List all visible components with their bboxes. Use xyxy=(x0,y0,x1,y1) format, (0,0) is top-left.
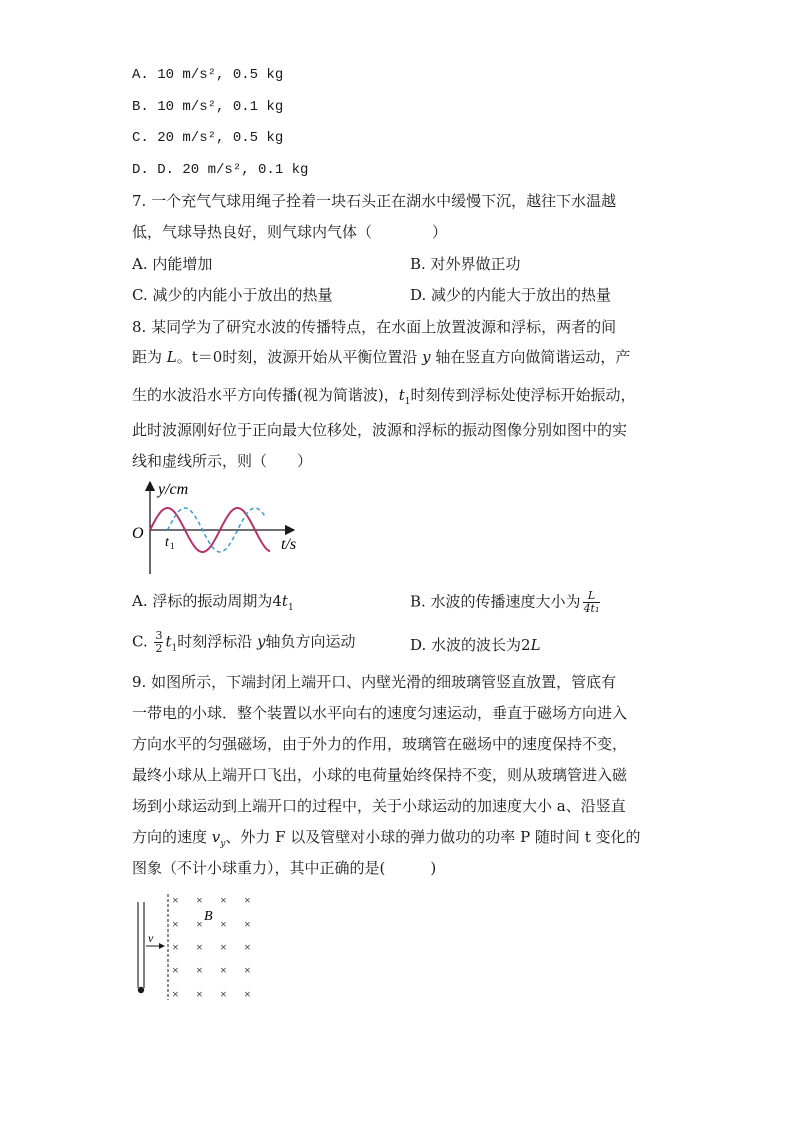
q8-t1-label: t xyxy=(165,535,169,550)
q8-y-label: y/cm xyxy=(158,481,189,498)
q9-velocity-label: v xyxy=(148,931,154,945)
q8-stem-line3: 生的水波沿水平方向传播(视为简谐波)，$t_1$时刻传到浮标处使浮标开始振动， xyxy=(132,386,636,407)
q9-stem-line7: 图象（不计小球重力），其中正确的是( ) xyxy=(132,859,437,877)
q9-field-cross: × xyxy=(172,917,179,931)
q9-field-cross: × xyxy=(196,940,203,954)
q6-option-a: A. 10 m/s², 0.5 kg xyxy=(132,67,284,83)
q7-option-d: D. 减少的内能大于放出的热量 xyxy=(410,286,612,304)
q9-field-cross: × xyxy=(172,963,179,977)
q9-field-cross: × xyxy=(220,987,227,1000)
q9-field-cross: × xyxy=(196,987,203,1000)
q8-t1-sub: 1 xyxy=(170,541,175,551)
q9-field-cross: × xyxy=(220,940,227,954)
q8-stem-line2: 距为 L。t＝0时刻，波源开始从平衡位置沿 y 轴在竖直方向做简谐运动，产 xyxy=(132,348,631,366)
q9-stem-line2: 一带电的小球．整个装置以水平向右的速度匀速运动，垂直于磁场方向进入 xyxy=(132,704,628,722)
q9-field-cross: × xyxy=(196,963,203,977)
q8-stem-line4: 此时波源刚好位于正向最大位移处，波源和浮标的振动图像分别如图中的实 xyxy=(132,421,628,439)
q9-ball xyxy=(138,987,144,993)
q9-field-cross: × xyxy=(244,987,251,1000)
q9-field-cross: × xyxy=(196,893,203,907)
q9-field-cross: × xyxy=(244,893,251,907)
q6-option-c: C. 20 m/s², 0.5 kg xyxy=(132,130,284,146)
q7-option-a: A. 内能增加 xyxy=(132,255,213,273)
q8-option-d: D. 水波的波长为2L xyxy=(410,636,541,654)
q8-option-a: A. 浮标的振动周期为$4t_1$ xyxy=(132,592,294,613)
q9-stem-line3: 方向水平的匀强磁场，由于外力的作用，玻璃管在磁场中的速度保持不变， xyxy=(132,735,628,753)
q9-field-cross: × xyxy=(196,917,203,931)
q9-magnetic-field-figure xyxy=(128,888,268,1000)
q8-origin-label: O xyxy=(132,525,144,542)
q7-stem-line2: 低，气球导热良好，则气球内气体（ ） xyxy=(132,223,448,241)
q9-stem-line4: 最终小球从上端开口飞出，小球的电荷量始终保持不变，则从玻璃管进入磁 xyxy=(132,766,628,784)
q9-stem-line1: 9. 如图所示，下端封闭上端开口、内壁光滑的细玻璃管竖直放置，管底有 xyxy=(132,673,617,691)
q9-field-cross: × xyxy=(244,940,251,954)
q9-field-cross: × xyxy=(172,940,179,954)
q8-vibration-graph xyxy=(128,476,308,586)
q8-x-label: t/s xyxy=(281,536,297,553)
q9-field-cross: × xyxy=(220,893,227,907)
q9-field-cross: × xyxy=(172,893,179,907)
q9-stem-line5: 场到小球运动到上端开口的过程中，关于小球运动的加速度大小 a、沿竖直 xyxy=(132,797,626,815)
q8-stem-line5: 线和虚线所示，则（ ） xyxy=(132,452,313,470)
q7-option-b: B. 对外界做正功 xyxy=(410,255,521,273)
q9-field-label: B xyxy=(204,909,213,924)
q7-stem-line1: 7. 一个充气气球用绳子拴着一块石头正在湖水中缓慢下沉，越往下水温越 xyxy=(132,192,617,210)
q9-field-cross: × xyxy=(220,963,227,977)
q9-stem-line6: 方向的速度 $v_y$、外力 F 以及管壁对小球的弹力做功的功率 P 随时间 t 变化的 xyxy=(132,828,641,849)
q9-field-cross: × xyxy=(220,917,227,931)
q8-option-b: B. 水波的传播速度大小为 $\frac{L}{\text{4t₁}}$ xyxy=(410,589,600,615)
q6-option-d: D. D. 20 m/s², 0.1 kg xyxy=(132,162,309,178)
q9-field-cross: × xyxy=(244,963,251,977)
q8-stem-line1: 8. 某同学为了研究水波的传播特点，在水面上放置波源和浮标，两者的间 xyxy=(132,318,617,336)
q9-glass-tube xyxy=(138,902,144,988)
q6-option-b: B. 10 m/s², 0.1 kg xyxy=(132,99,284,115)
q7-option-c: C. 减少的内能小于放出的热量 xyxy=(132,286,333,304)
q9-field-cross: × xyxy=(244,917,251,931)
q8-option-c: C. $\frac{3}{2}$ $t_1$时刻浮标沿 y轴负方向运动 xyxy=(132,629,356,655)
q9-field-cross: × xyxy=(172,987,179,1000)
